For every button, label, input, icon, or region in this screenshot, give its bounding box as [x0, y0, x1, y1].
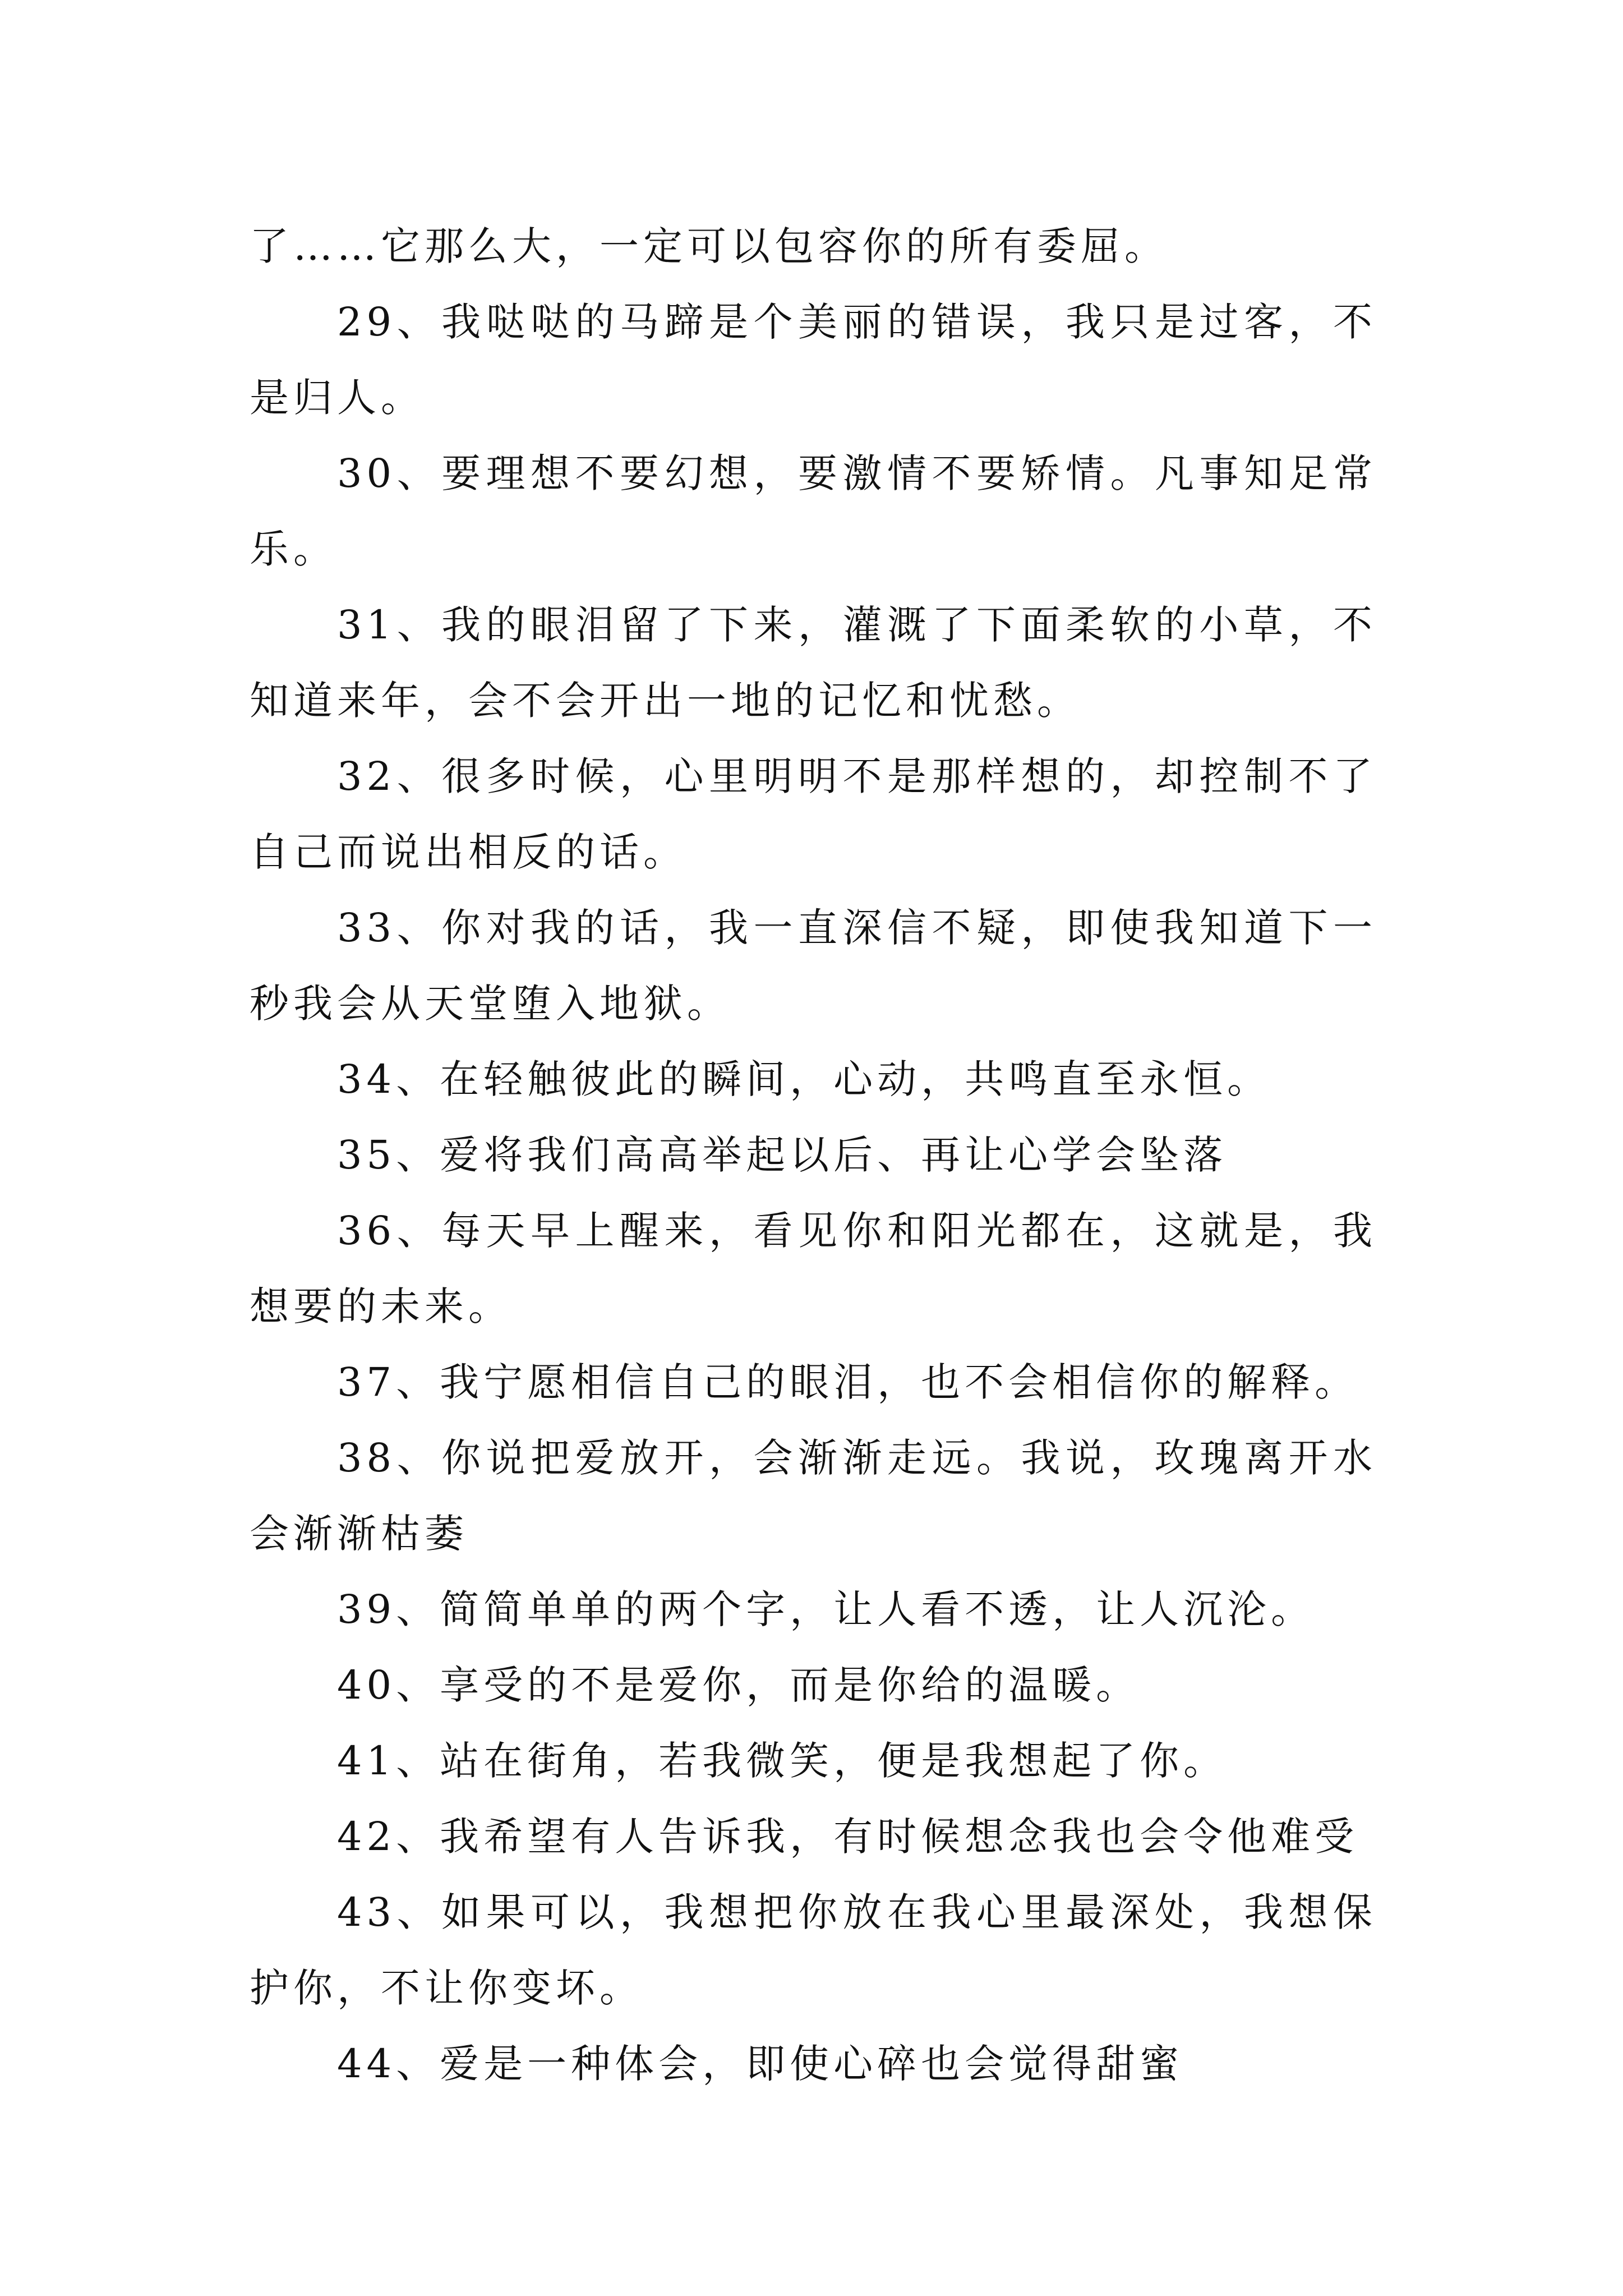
quote-39: 39、简简单单的两个字，让人看不透，让人沉沦。 — [337, 1586, 1315, 1632]
paragraph-continuation: 了……它那么大，一定可以包容你的所有委屈。 — [250, 223, 1168, 269]
quote-32: 32、很多时候，心里明明不是那样想的，却控制不了自己而说出相反的话。 — [250, 753, 1377, 875]
quote-38: 38、你说把爱放开，会渐渐走远。我说，玫瑰离开水会渐渐枯萎 — [250, 1435, 1377, 1557]
quote-44: 44、爱是一种体会，即使心碎也会觉得甜蜜 — [337, 2041, 1184, 2087]
quote-42: 42、我希望有人告诉我，有时候想念我也会令他难受 — [337, 1814, 1359, 1860]
quote-41: 41、站在街角，若我微笑，便是我想起了你。 — [337, 1738, 1228, 1784]
document-body — [250, 209, 1377, 2102]
quote-36: 36、每天早上醒来，看见你和阳光都在，这就是，我想要的未来。 — [250, 1208, 1377, 1329]
quote-30: 30、要理想不要幻想，要激情不要矫情。凡事知足常乐。 — [250, 450, 1377, 572]
quote-43: 43、如果可以，我想把你放在我心里最深处，我想保护你，不让你变坏。 — [250, 1889, 1377, 2011]
quote-29: 29、我哒哒的马蹄是个美丽的错误，我只是过客，不是归人。 — [250, 299, 1377, 421]
quote-37: 37、我宁愿相信自己的眼泪，也不会相信你的解释。 — [337, 1359, 1359, 1405]
quote-40: 40、享受的不是爱你，而是你给的温暖。 — [337, 1662, 1140, 1708]
quote-31: 31、我的眼泪留了下来，灌溉了下面柔软的小草，不知道来年，会不会开出一地的记忆和忧愁。 — [250, 602, 1377, 724]
quote-33: 33、你对我的话，我一直深信不疑，即使我知道下一秒我会从天堂堕入地狱。 — [250, 905, 1377, 1027]
quote-34: 34、在轻触彼此的瞬间，心动，共鸣直至永恒。 — [337, 1056, 1271, 1102]
quote-35: 35、爱将我们高高举起以后、再让心学会坠落 — [337, 1132, 1228, 1178]
